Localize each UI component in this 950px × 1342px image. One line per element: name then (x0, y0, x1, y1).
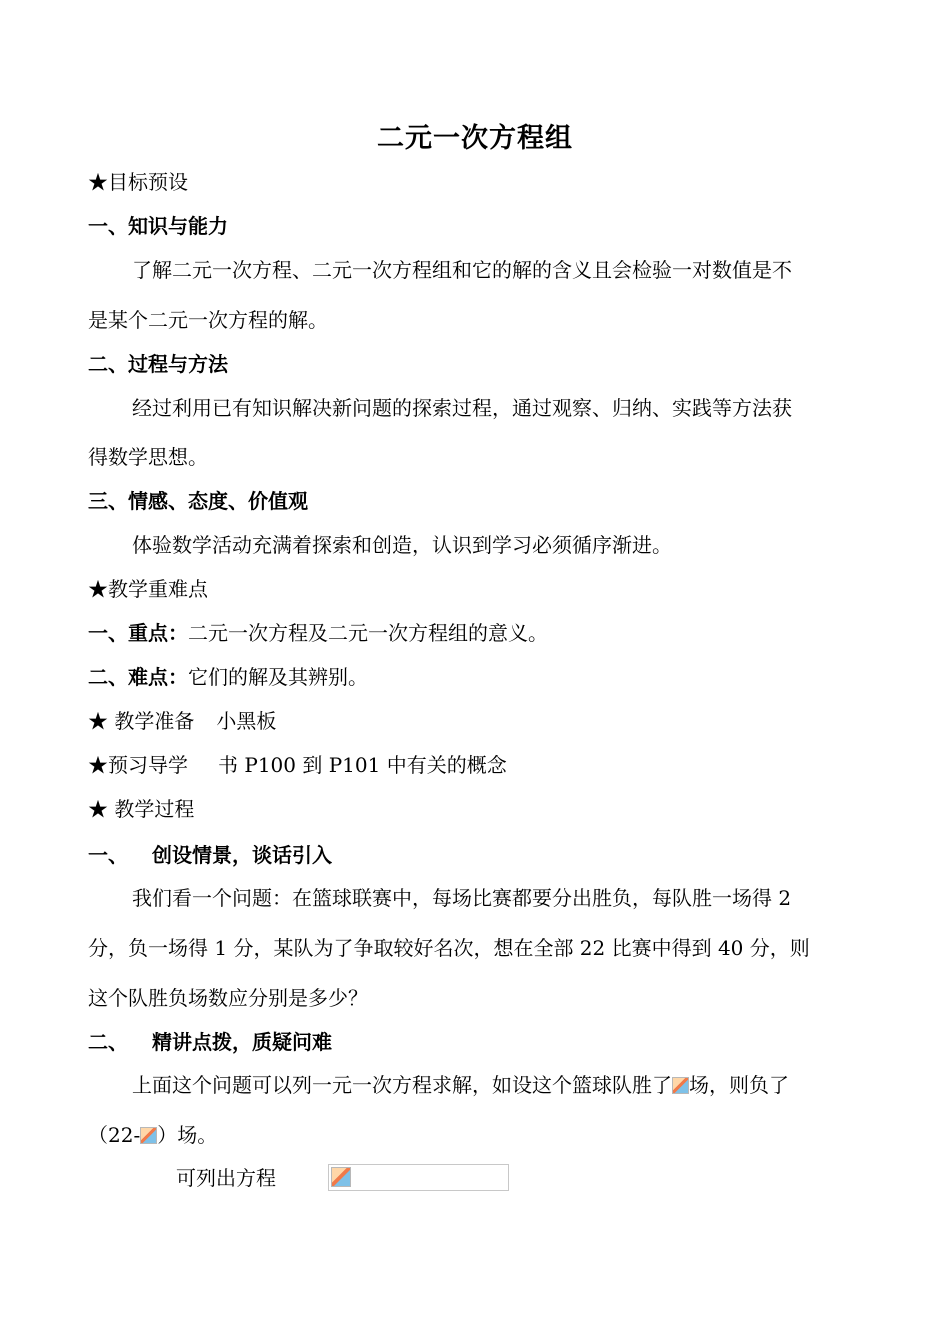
step1-heading (88, 841, 332, 869)
preview-text: 书 P100 到 P101 中有关的概念 (218, 753, 507, 777)
knowledge-text-line-1: 了解二元一次方程、二元一次方程组和它的解的含义且会检验一对数值是不 (132, 258, 792, 282)
process-main-heading: ★ 教学过程 (88, 797, 195, 821)
step1-text-line-3: 这个队胜负场数应分别是多少？ (88, 986, 368, 1010)
prep-text: 小黑板 (216, 709, 277, 733)
difficult-point-label: 二、难点： (88, 665, 188, 689)
step2-text-line-2-part-a: （22- (88, 1123, 141, 1147)
step2-text-line-2-part-b: ）场。 (157, 1123, 218, 1147)
knowledge-text-line-2: 是某个二元一次方程的解。 (88, 308, 328, 332)
key-points-heading: ★教学重难点 (88, 577, 208, 601)
step2-text-part-a: 上面这个问题可以列一元一次方程求解，如设这个篮球队胜了 (132, 1073, 672, 1097)
prep-heading: ★ 教学准备 (88, 709, 195, 733)
emotion-text: 体验数学活动充满着探索和创造，认识到学习必须循序渐进。 (132, 533, 672, 557)
emotion-heading: 三、情感、态度、价值观 (88, 489, 308, 513)
process-text-line-2: 得数学思想。 (88, 445, 208, 469)
preview-heading: ★预习导学 (88, 753, 188, 777)
process-text-line-1: 经过利用已有知识解决新问题的探索过程，通过观察、归纳、实践等方法获 (132, 396, 792, 420)
step2-text-part-b: 场，则负了 (689, 1073, 789, 1097)
process-heading: 二、过程与方法 (88, 352, 228, 376)
knowledge-heading: 一、知识与能力 (88, 214, 228, 238)
document-title: 二元一次方程组 (377, 123, 573, 154)
step1-title: 创设情景，谈话引入 (152, 843, 332, 867)
step2-text-line-1 (132, 1071, 789, 1099)
prep-line (88, 707, 276, 735)
step1-text-line-1: 我们看一个问题：在篮球联赛中，每场比赛都要分出胜负，每队胜一场得 2 (132, 886, 792, 910)
step1-number: 一、 (88, 843, 128, 867)
broken-image-icon (672, 1077, 689, 1094)
key-point-label: 一、重点： (88, 621, 188, 645)
broken-image-icon (331, 1167, 351, 1187)
equation-image-placeholder (328, 1164, 509, 1191)
difficult-point-line (88, 663, 368, 691)
step2-number: 二、 (88, 1030, 128, 1054)
step2-heading (88, 1028, 332, 1056)
difficult-point-text: 它们的解及其辨别。 (188, 665, 368, 689)
equation-label: 可列出方程 (176, 1166, 276, 1190)
key-point-line (88, 619, 548, 647)
step2-text-line-2 (88, 1121, 217, 1149)
key-point-text: 二元一次方程及二元一次方程组的意义。 (188, 621, 548, 645)
preview-line (88, 751, 507, 779)
step1-text-line-2: 分，负一场得 1 分，某队为了争取较好名次，想在全部 22 比赛中得到 40 分，则 (88, 936, 810, 960)
broken-image-icon (140, 1127, 157, 1144)
step2-title: 精讲点拨，质疑问难 (152, 1030, 332, 1054)
goals-heading: ★目标预设 (88, 170, 188, 194)
